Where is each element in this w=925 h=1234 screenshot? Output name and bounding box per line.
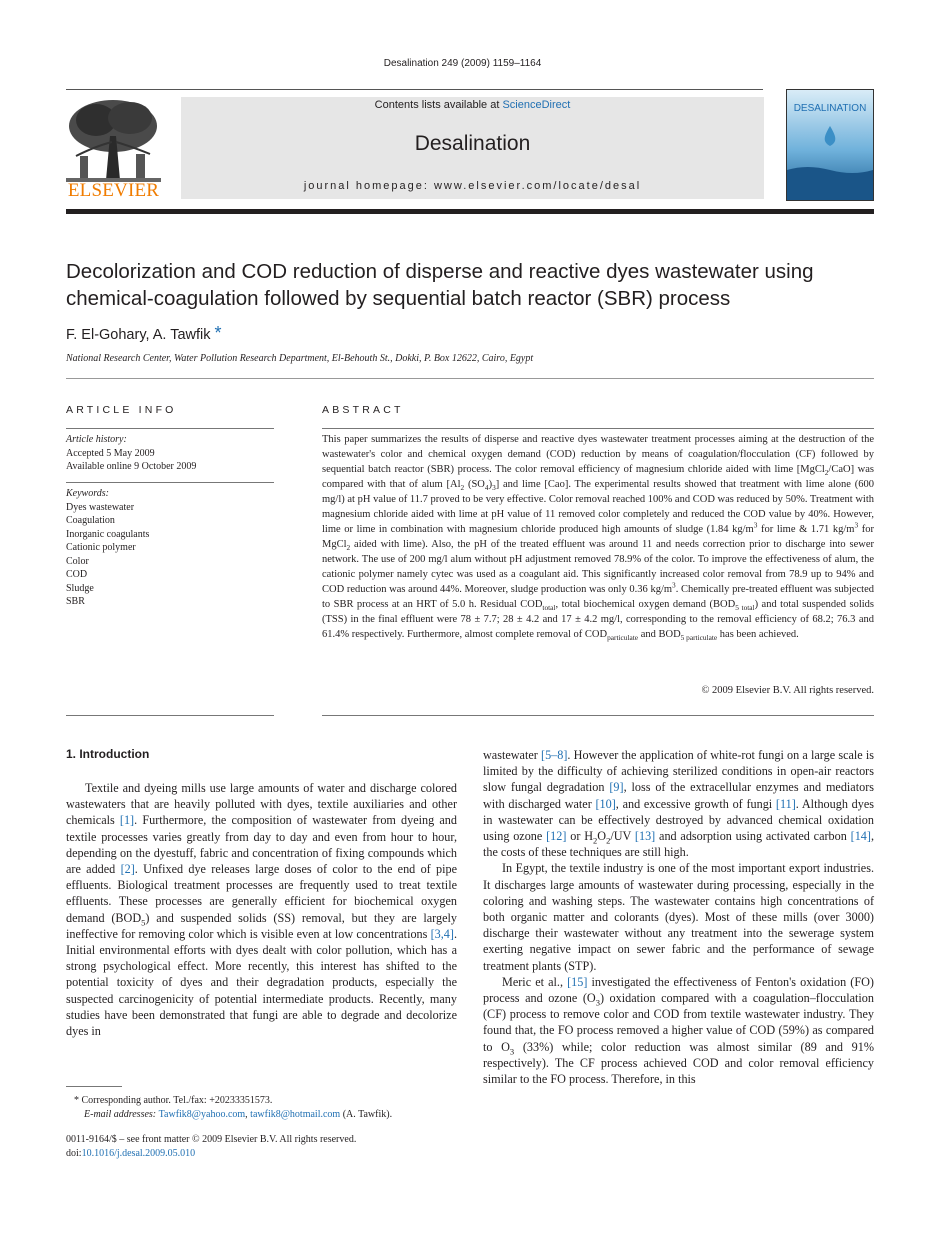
- email-suffix: (A. Tawfik).: [340, 1109, 393, 1120]
- journal-citation: Desalination 249 (2009) 1159–1164: [383, 58, 542, 69]
- journal-homepage[interactable]: journal homepage: www.elsevier.com/locate/desal: [303, 180, 642, 192]
- doi-line: [66, 1147, 457, 1161]
- author-names: F. El-Gohary, A. Tawfik: [66, 327, 211, 343]
- ref-link[interactable]: [1]: [119, 813, 135, 828]
- footnote-rule: [66, 1086, 122, 1087]
- elsevier-wordmark: ELSEVIER: [67, 180, 160, 201]
- doi-label: doi:: [66, 1148, 82, 1159]
- abstract-rule: [322, 428, 874, 429]
- abstract-heading: ABSTRACT: [322, 404, 404, 416]
- article-info-heading: ARTICLE INFO: [66, 404, 177, 416]
- authors: [66, 323, 222, 344]
- email-link-1[interactable]: Tawfik8@yahoo.com: [158, 1109, 246, 1120]
- cover-title: DESALINATION: [793, 103, 867, 114]
- keyword: Inorganic coagulants: [66, 528, 150, 540]
- body-column-left: [66, 780, 457, 1039]
- ref-link[interactable]: [13]: [634, 829, 656, 844]
- ref-link[interactable]: [2]: [120, 862, 135, 877]
- email-label: E-mail addresses:: [84, 1109, 159, 1120]
- keywords-block: [66, 487, 274, 609]
- abstract-bottom-rule: [322, 715, 874, 716]
- affiliation: National Research Center, Water Pollution Research Department, El-Behouth St., Dokki, P. Box 12622, Cairo, Egypt: [66, 353, 534, 364]
- history-label: Article history:: [66, 434, 127, 445]
- keyword: SBR: [66, 596, 85, 607]
- ref-link[interactable]: [15]: [567, 974, 588, 989]
- available-date: Available online 9 October 2009: [66, 461, 197, 472]
- front-matter: [66, 1133, 457, 1161]
- keyword: Sludge: [66, 582, 94, 594]
- email-link-2[interactable]: tawfik8@hotmail.com: [250, 1109, 341, 1120]
- ref-link[interactable]: [12]: [546, 829, 567, 844]
- section-heading-introduction: 1. Introduction: [66, 747, 150, 761]
- contents-line: [181, 99, 764, 111]
- title-line-2: chemical-coagulation followed by sequential batch reactor (SBR) process: [66, 287, 731, 310]
- ref-link[interactable]: [5–8]: [541, 748, 568, 762]
- abstract-text: This paper summarizes the results of disperse and reactive dyes wastewater treatment processes aiming at the destruction of the wastewater's color and chemical oxygen demand (COD) reduction by means of coagulation/flocculation (CF) followed by sequential batch reactor (SBR) process. The color removal efficiency of magnesium chloride aided with lime [MgCl$_2$/CaO] was compared with that of alum [$Al_2$ $(SO_4)_3$] and lime [Cao]. The experimental results showed that treatment with lime alone (600 mg/l) at pH value of 11.7 proved to be very effective. Color removal reached 100% and COD was reduced by 50%. Treatment with magnesium chloride aided with lime at pH value of 11 removed color completely and reduced the COD value by 40%. However, lime or lime in combination with magnesium chloride produced high amounts of sludge (1.84 $kg/m^3$ for lime & 1.71 $kg/m^3$ for MgCl$_2$ aided with lime). Also, the pH of the treated effluent was around 11 and needs correction prior to discharge into sewer network. The use of 200 mg/l alum without pH adjustment removed 78.9% of the color. To improve the effectiveness of alum, the cationic polymer namely cytec was used as a coagulant aid. This significantly increased color removal from 78.9 up to 94% and COD reduction was around 44%. Moreover, sludge production was only 0.36 $kg/m^3$. Chemically pre-treated effluent was subjected to SBR process at an HRT of 5.0 h. Residual $COD_{total}$, total biochemical oxygen demand $(BOD_{5 total})$ and total suspended solids (TSS) in the final effluent were 78 ± 7.7; 28 ± 4.2 and 17 ± 4.2 mg/l, corresponding to the removal efficiency of 68.2; 76.3 and 61.4% respectively. Furthermore, almost complete removal of $COD_{particulate}$ and $BOD_{5 particulate}$ has been achieved.: [322, 434, 874, 643]
- masthead-top-rule: [66, 89, 763, 90]
- intro-paragraph-1-cont: wastewater [5–8]. However the application of white-rot fungi on a large scale is limited by the difficulty of achieving sterilized conditions in open-air reactors slow fungal degradation [9], loss of the extracellular enzymes and mediators with discharged water [10], and excessive growth of fungi [11]. Although dyes in wastewater can be effectively destroyed by advanced chemical oxidation using ozone [12] or $H_2O_2/UV$ [13] and adsorption using activated carbon [14], the costs of these techniques are still high.: [483, 748, 874, 860]
- copyright: © 2009 Elsevier B.V. All rights reserved.: [701, 685, 874, 696]
- info-bottom-rule: [66, 715, 274, 716]
- keyword: COD: [66, 569, 88, 580]
- article-history: [66, 433, 274, 474]
- intro-paragraph-2: In Egypt, the textile industry is one of the most important export industries. It discharges large amounts of wastewater during processing, especially in the coloring and washing steps. The wastewater contains high concentrations of both organic matter and colorants (dyes). Most of these mills (over 3000) discharge their wastewater without any treatment into the sewerage system exerting negative impact on sewer fabric and the performance of sewage treatment plants (STP).: [483, 861, 874, 973]
- corresponding-author-note: * Corresponding author. Tel./fax: +20233351573.: [74, 1095, 273, 1106]
- ref-link[interactable]: [9]: [609, 780, 624, 795]
- ref-link[interactable]: [14]: [850, 829, 871, 844]
- keyword: Coagulation: [66, 515, 115, 526]
- intro-paragraph-3: Meric et al., [15] investigated the effectiveness of Fenton's oxidation (FO) process and ozone $(O_3)$ oxidation compared with a coagulation–flocculation (CF) process to remove color and COD from textile wastewater industry. They found that, the FO process removed a higher value of COD (59%) as compared to $O_3$ (33%) while; color reduction was almost similar (89 and 91% respectively). The CF process achieved COD and color removal efficiency similar to the FO process. Therefore, in this: [483, 974, 874, 1087]
- keywords-rule: [66, 482, 274, 483]
- keyword: Dyes wastewater: [66, 501, 135, 513]
- ref-link[interactable]: [3,4]: [430, 926, 454, 941]
- contents-prefix: Contents lists available at: [374, 99, 503, 111]
- paper-title: [66, 258, 874, 312]
- ref-link[interactable]: [11]: [775, 796, 796, 811]
- body-column-right: [483, 747, 874, 1087]
- title-divider: [66, 378, 874, 379]
- masthead-thick-rule: [66, 209, 874, 214]
- keyword: Color: [66, 555, 89, 567]
- keywords-label: Keywords:: [66, 488, 109, 499]
- article-info-rule: [66, 428, 274, 429]
- accepted-date: Accepted 5 May 2009: [66, 447, 155, 459]
- sciencedirect-link[interactable]: ScienceDirect: [502, 99, 571, 111]
- title-line-1: Decolorization and COD reduction of disperse and reactive dyes wastewater using: [66, 260, 814, 283]
- keyword: Cationic polymer: [66, 542, 136, 553]
- ref-link[interactable]: [10]: [595, 796, 616, 811]
- doi-link[interactable]: 10.1016/j.desal.2009.05.010: [81, 1148, 196, 1159]
- corresponding-author-mark[interactable]: *: [214, 323, 222, 343]
- intro-paragraph-1: Textile and dyeing mills use large amounts of water and discharge colored wastewaters that are heavily polluted with dyes, textile auxiliaries and other chemicals [1]. Furthermore, the composition of wastewater from dyeing and textile processes varies greatly from day to day and even from hour to hour, depending on the dyestuff, fabric and concentration of fixing compounds which are added [2]. Unfixed dye releases large doses of color to the end of pipe effluents. Biological treatment processes are frequently used to treat textile effluents. These processes are generally efficient for biochemical oxygen demand $(BOD_5)$ and suspended solids (SS) removal, but they are largely ineffective for removing color which is visible even at low concentrations [3,4]. Initial environmental efforts with dyes dealt with color pollution, which has a strong psychological effect. More recently, this interest has shifted to the potential toxicity of dyes and their degradation products, especially the suspected carcinogenicity of potential intermediate products. Recently, many studies have been demonstrated that fungi are able to degrade and decolorize dyes in: [66, 781, 458, 1039]
- email-line: E-mail addresses: Tawfik8@yahoo.com, tawfik8@hotmail.com (A. Tawfik).: [84, 1109, 393, 1120]
- footnote-corresponding: [74, 1094, 457, 1122]
- front-matter-line: 0011-9164/$ – see front matter © 2009 Elsevier B.V. All rights reserved.: [66, 1134, 357, 1145]
- journal-title: Desalination: [414, 132, 531, 155]
